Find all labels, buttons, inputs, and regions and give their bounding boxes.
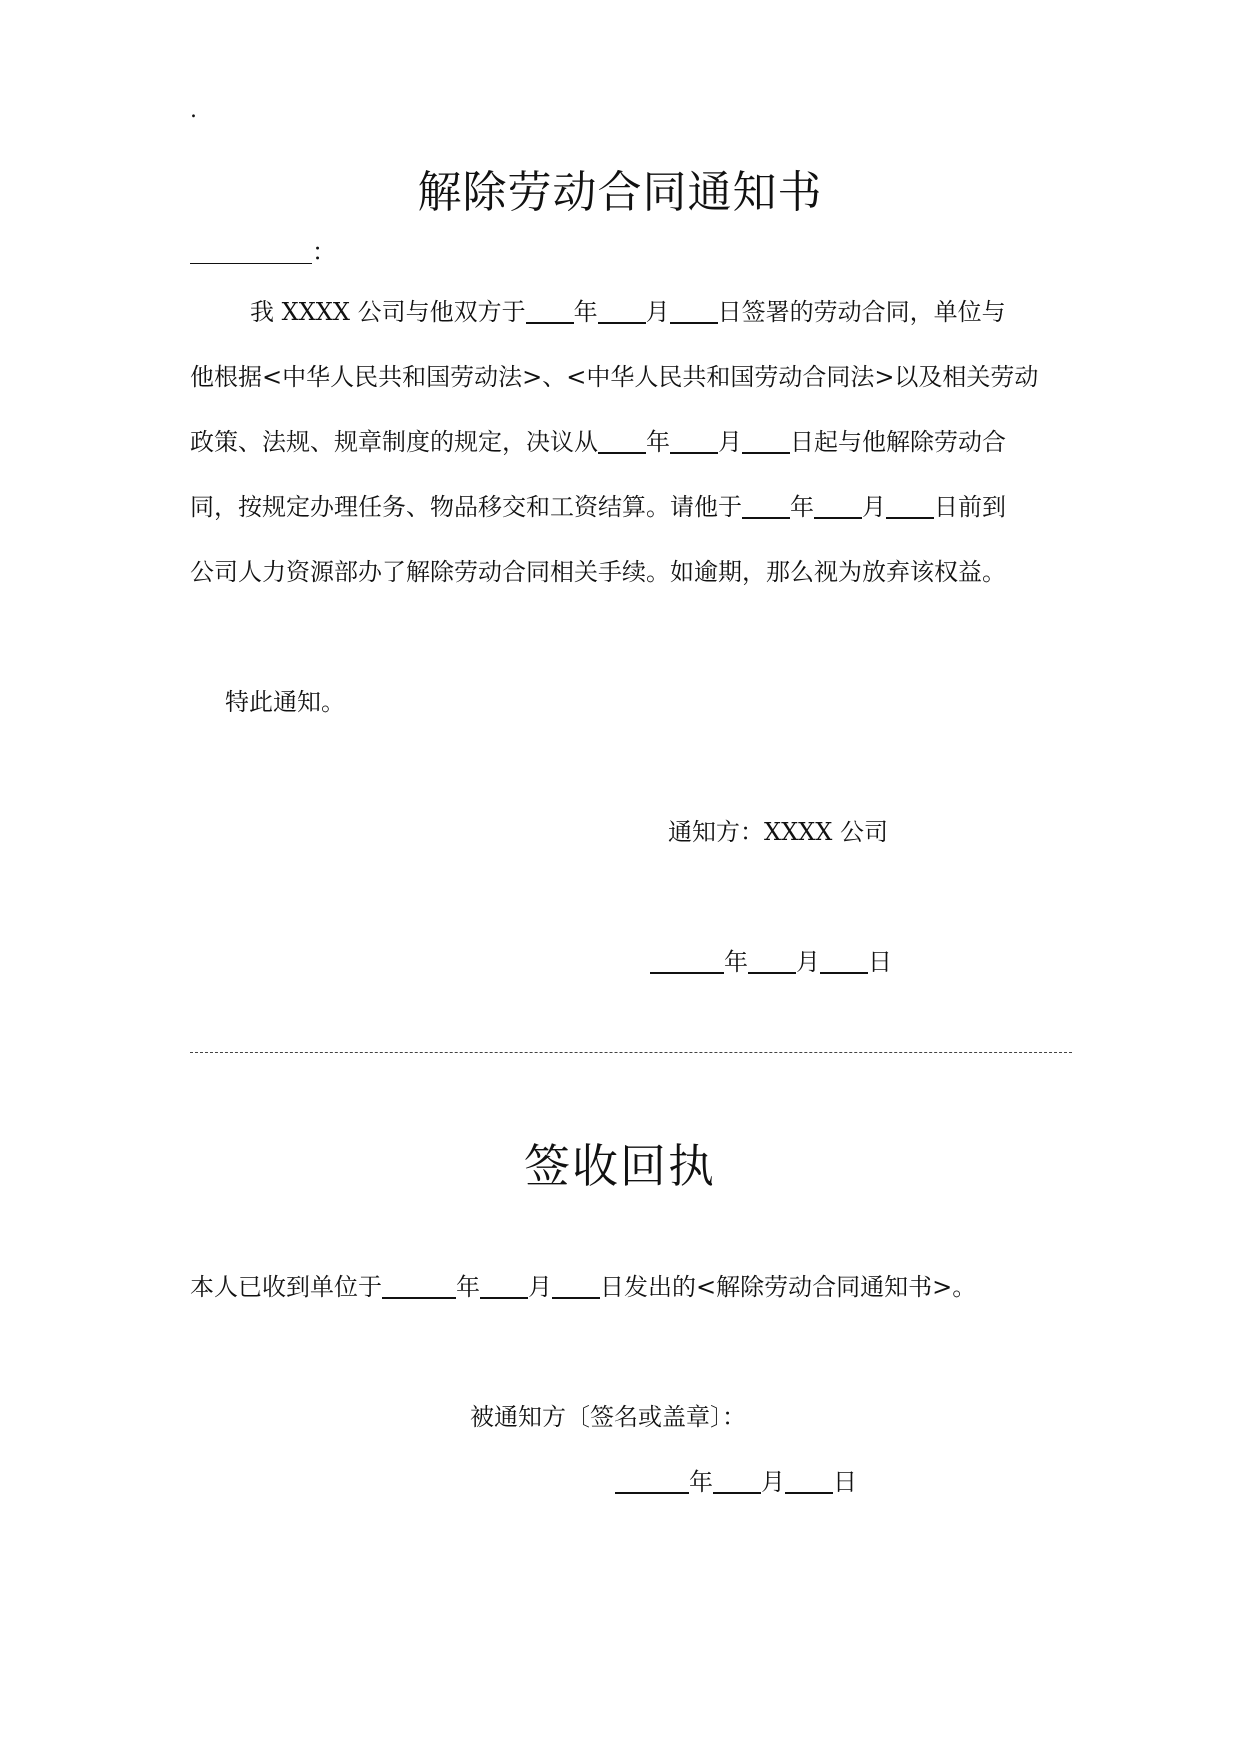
termination-month-blank[interactable] xyxy=(670,428,718,454)
line4-month: 月 xyxy=(862,493,886,521)
deadline-day-blank[interactable] xyxy=(886,493,934,519)
receipt-month-blank[interactable] xyxy=(713,1468,761,1494)
notifier-line: 通知方：XXXX 公司 xyxy=(668,818,888,846)
termination-day-blank[interactable] xyxy=(742,428,790,454)
receipt-day-blank[interactable] xyxy=(785,1468,833,1494)
deadline-month-blank[interactable] xyxy=(814,493,862,519)
line1-year: 年 xyxy=(573,298,598,326)
notice-year-blank[interactable] xyxy=(650,948,724,974)
sign-day-blank[interactable] xyxy=(670,298,718,324)
line2-text: 他根据<中华人民共和国劳动法>、<中华人民共和国劳动合同法>以及相关劳动 xyxy=(190,363,1039,391)
salutation xyxy=(190,236,336,268)
receipt-title: 签收回执 xyxy=(524,1139,716,1193)
notice-day-label: 日 xyxy=(868,948,892,976)
notice-date-line xyxy=(650,946,892,978)
line1-text-a: 我 XXXX 公司与他双方于 xyxy=(250,298,526,326)
receipt-year-blank[interactable] xyxy=(615,1468,689,1494)
line3-text-b: 日起与他解除劳动合 xyxy=(790,428,1006,456)
paragraph-line-5 xyxy=(190,556,1006,588)
line3-text-a: 政策、法规、规章制度的规定，决议从 xyxy=(190,428,598,456)
receipt-date-line xyxy=(615,1466,857,1498)
paragraph-line-3 xyxy=(190,426,1006,458)
paragraph-line-1 xyxy=(250,296,1006,328)
issue-year-blank[interactable] xyxy=(382,1273,456,1299)
receipt-date-month: 月 xyxy=(761,1468,785,1496)
paragraph-line-2 xyxy=(190,361,1038,393)
line5-text: 公司人力资源部办了解除劳动合同相关手续。如逾期，那么视为放弃该权益。 xyxy=(190,558,1006,586)
cut-line-divider xyxy=(190,1052,1072,1053)
issue-day-blank[interactable] xyxy=(552,1273,600,1299)
receipt-date-day: 日 xyxy=(833,1468,857,1496)
receipt-text-b: 日发出的<解除劳动合同通知书>。 xyxy=(600,1273,977,1301)
receipt-statement xyxy=(190,1271,976,1303)
line4-text-a: 同，按规定办理任务、物品移交和工资结算。请他于 xyxy=(190,493,742,521)
receipt-text-a: 本人已收到单位于 xyxy=(190,1273,382,1301)
receipt-month-label: 月 xyxy=(528,1273,552,1301)
receipt-date-year: 年 xyxy=(689,1468,713,1496)
line3-year: 年 xyxy=(646,428,670,456)
receipt-year-label: 年 xyxy=(456,1273,480,1301)
notice-title: 解除劳动合同通知书 xyxy=(417,167,823,218)
issue-month-blank[interactable] xyxy=(480,1273,528,1299)
line4-year: 年 xyxy=(790,493,814,521)
notice-month-blank[interactable] xyxy=(748,948,796,974)
deadline-year-blank[interactable] xyxy=(742,493,790,519)
closing-text: 特此通知。 xyxy=(225,688,345,716)
page-marker: . xyxy=(190,98,197,123)
sign-month-blank[interactable] xyxy=(598,298,646,324)
paragraph-line-4 xyxy=(190,491,1006,523)
notice-day-blank[interactable] xyxy=(820,948,868,974)
line3-month: 月 xyxy=(718,428,742,456)
line1-month: 月 xyxy=(645,298,670,326)
line4-text-b: 日前到 xyxy=(934,493,1006,521)
notice-month-label: 月 xyxy=(796,948,820,976)
recipient-blank[interactable] xyxy=(190,239,312,264)
termination-year-blank[interactable] xyxy=(598,428,646,454)
sign-year-blank[interactable] xyxy=(526,298,574,324)
signee-label: 被通知方〔签名或盖章〕： xyxy=(470,1403,746,1431)
line1-text-b: 日签署的劳动合同，单位与 xyxy=(717,298,1006,326)
salutation-colon: ： xyxy=(312,238,336,266)
notice-year-label: 年 xyxy=(724,948,748,976)
